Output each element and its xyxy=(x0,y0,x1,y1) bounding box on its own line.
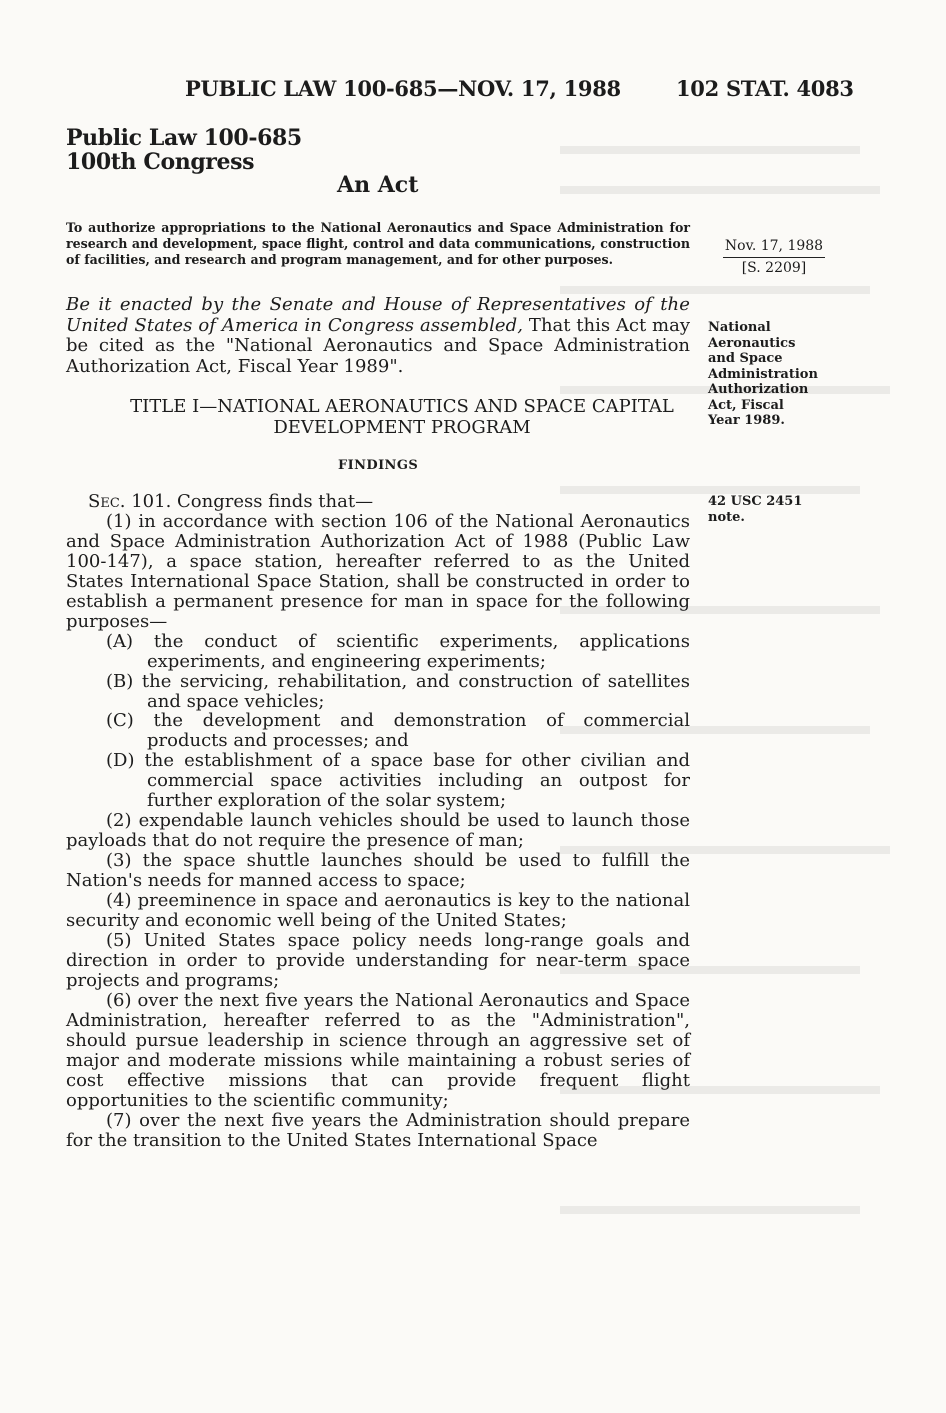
section-label: Sec. xyxy=(88,491,126,512)
running-header-left: PUBLIC LAW 100-685—NOV. 17, 1988 xyxy=(185,76,621,101)
section-101-body xyxy=(66,492,690,1150)
finding-subparagraph: (B) the servicing, rehabilitation, and construction of satellites and space vehicles; xyxy=(106,670,690,712)
finding-paragraph: (5) United States space policy needs long-range goals and direction in order to provide understanding for near-term space projects and programs; xyxy=(66,929,690,991)
finding-paragraph: (2) expendable launch vehicles should be used to launch those payloads that do not require the presence of man; xyxy=(66,810,690,852)
title-heading-line: DEVELOPMENT PROGRAM xyxy=(273,417,531,438)
finding-paragraph: (3) the space shuttle launches should be used to fulfill the Nation's needs for manned access to space; xyxy=(66,850,690,892)
date-margin-note xyxy=(723,236,825,278)
running-header-page: 102 STAT. 4083 xyxy=(676,76,854,101)
margin-line: National xyxy=(708,320,771,335)
law-identification xyxy=(66,126,302,174)
finding-subparagraph: (D) the establishment of a space base for other civilian and commercial space activities including an outpost for further exploration of the solar system; xyxy=(106,750,690,812)
margin-line: Act, Fiscal xyxy=(708,397,784,413)
finding-subparagraph: (A) the conduct of scientific experiments, applications experiments, and engineering experiments; xyxy=(106,630,690,672)
finding-paragraph: (7) over the next five years the Administration should prepare for the transition to the United States International Space xyxy=(66,1109,690,1151)
enacting-text: That this Act may be cited as the "National Aeronautics and Space Administration Authorization Act, Fiscal Year 1989". xyxy=(66,314,690,377)
finding-paragraph: (1) in accordance with section 106 of the National Aeronautics and Space Administration Authorization Act of 1988 (Public Law 100-147), a space station, hereafter referred to as the United States International Space Station, shall be constructed in order to establish a permanent presence for man in space for the following purposes— xyxy=(66,510,690,632)
section-lead xyxy=(66,492,690,512)
usc-margin-note xyxy=(708,494,818,525)
bill-number: [S. 2209] xyxy=(741,260,807,276)
margin-line: Administration xyxy=(708,366,818,382)
margin-line: Year 1989. xyxy=(708,413,785,428)
margin-line: and Space xyxy=(708,351,783,366)
margin-line: Aeronautics xyxy=(708,335,796,351)
title-heading-line: TITLE I—NATIONAL AERONAUTICS AND SPACE CAPITAL xyxy=(130,396,674,417)
findings-heading: FINDINGS xyxy=(338,458,419,473)
margin-line: 42 USC 2451 xyxy=(708,494,803,509)
act-title: An Act xyxy=(337,172,419,198)
enacting-italic: Be it enacted by the Senate and House of Representatives of the United States of America in Congress assembled, xyxy=(66,294,690,336)
law-number: Public Law 100-685 xyxy=(66,125,302,151)
finding-paragraph: (4) preeminence in space and aeronautics is key to the national security and economic well being of the United States; xyxy=(66,890,690,932)
enactment-date: Nov. 17, 1988 xyxy=(723,236,825,258)
finding-subparagraph: (C) the development and demonstration of commercial products and processes; and xyxy=(106,710,690,752)
section-lead-text: 101. Congress finds that— xyxy=(125,491,374,512)
margin-line: note. xyxy=(708,509,745,525)
margin-line: Authorization xyxy=(708,382,809,397)
enacting-clause xyxy=(66,295,690,377)
title-heading xyxy=(66,396,738,438)
finding-paragraph: (6) over the next five years the National Aeronautics and Space Administration, hereafter referred to as the "Administration", should pursue leadership in science through an aggressive set of major and moderate missions while maintaining a robust series of cost effective missions that can provide frequent flight opportunities to the scientific community; xyxy=(66,989,690,1111)
purpose-clause: To authorize appropriations to the National Aeronautics and Space Administration for research and development, space flight, control and data communications, construction of facilities, and research and program management, and for other purposes. xyxy=(66,220,690,267)
congress-number: 100th Congress xyxy=(66,149,255,175)
